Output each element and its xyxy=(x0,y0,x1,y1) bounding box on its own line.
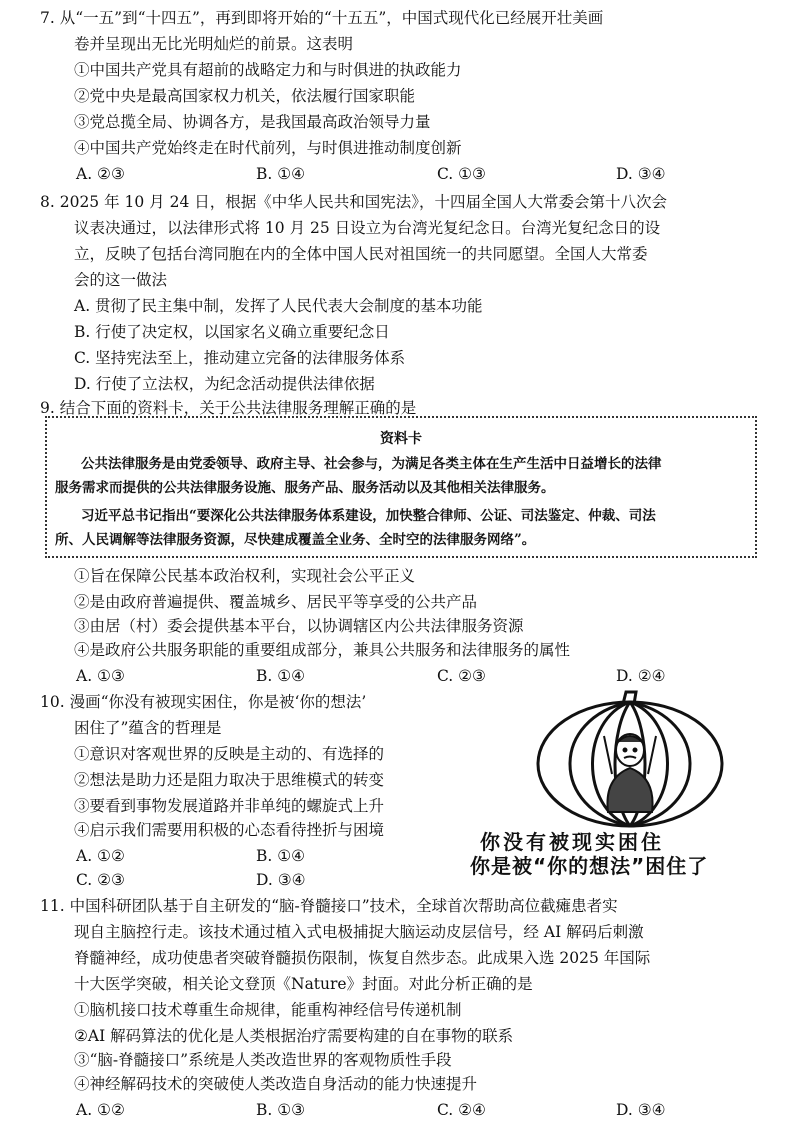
q9-option-d: D. ②④ xyxy=(616,667,666,685)
cartoon-caption-line-1: 你没有被现实困住 xyxy=(480,830,664,854)
q9-item-4: ④是政府公共服务职能的重要组成部分，兼具公共服务和法律服务的属性 xyxy=(74,641,571,659)
person-figure xyxy=(604,734,656,812)
q7-option-c: C. ①③ xyxy=(437,165,486,183)
q11-item-2: ②AI 解码算法的优化是人类根据治疗需要构建的自在事物的联系 xyxy=(74,1027,514,1045)
q10-item-1: ①意识对客观世界的反映是主动的、有选择的 xyxy=(74,745,385,763)
cartoon-caption-line-2: 你是被“你的想法”困住了 xyxy=(470,854,709,878)
resource-card-line-2: 服务需求而提供的公共法律服务设施、服务产品、服务活动以及其他相关法律服务。 xyxy=(55,480,555,496)
q10-item-4: ④启示我们需要用积极的心态看待挫折与困境 xyxy=(74,821,385,839)
q11-stem-line-3: 脊髓神经，成功使患者突破脊髓损伤限制，恢复自然步态。此成果入选 2025 年国际 xyxy=(74,949,651,967)
q8-stem-line-1: 8. 2025 年 10 月 24 日，根据《中华人民共和国宪法》，十四届全国人大常委会第十八次会 xyxy=(40,193,667,211)
q7-option-d: D. ③④ xyxy=(616,165,666,183)
q9-item-3: ③由居（村）委会提供基本平台，以协调辖区内公共法律服务资源 xyxy=(74,617,524,635)
q8-choice-b: B. 行使了决定权，以国家名义确立重要纪念日 xyxy=(74,323,390,341)
q8-stem-line-4: 会的这一做法 xyxy=(74,271,168,289)
resource-card-line-4: 所、人民调解等法律服务资源，尽快建成覆盖全业务、全时空的法律服务网络”。 xyxy=(55,532,536,548)
q10-item-3: ③要看到事物发展道路并非单纯的螺旋式上升 xyxy=(74,797,385,815)
resource-card xyxy=(45,416,757,558)
q7-stem-line-1: 7. 从“一五”到“十四五”，再到即将开始的“十五五”，中国式现代化已经展开壮美画 xyxy=(40,9,604,27)
q11-item-4: ④神经解码技术的突破使人类改造自身活动的能力快速提升 xyxy=(74,1075,478,1093)
q7-item-2: ②党中央是最高国家权力机关，依法履行国家职能 xyxy=(74,87,416,105)
q10-option-a: A. ①② xyxy=(76,847,125,865)
q7-option-a: A. ②③ xyxy=(76,165,125,183)
q8-choice-d: D. 行使了立法权，为纪念活动提供法律依据 xyxy=(74,375,375,393)
q11-item-1: ①脑机接口技术尊重生命规律，能重构神经信号传递机制 xyxy=(74,1001,462,1019)
q9-stem: 9. 结合下面的资料卡，关于公共法律服务理解正确的是 xyxy=(40,399,417,417)
q11-option-b: B. ①③ xyxy=(256,1101,306,1119)
q8-choice-a: A. 贯彻了民主集中制，发挥了人民代表大会制度的基本功能 xyxy=(74,297,483,315)
resource-card-line-1: 公共法律服务是由党委领导、政府主导、社会参与，为满足各类主体在生产生活中日益增长的法律 xyxy=(81,456,662,472)
resource-card-title: 资料卡 xyxy=(380,431,422,447)
q9-option-b: B. ①④ xyxy=(256,667,306,685)
q7-stem-line-2: 卷并呈现出无比光明灿烂的前景。这表明 xyxy=(74,35,354,53)
q10-item-2: ②想法是助力还是阻力取决于思维模式的转变 xyxy=(74,771,385,789)
resource-card-line-3: 习近平总书记指出“要深化公共法律服务体系建设，加快整合律师、公证、司法鉴定、仲裁、司法 xyxy=(81,508,656,524)
q9-item-1: ①旨在保障公民基本政治权利，实现社会公平正义 xyxy=(74,567,416,585)
q10-stem-line-2: 困住了”蕴含的哲理是 xyxy=(74,719,222,737)
q11-stem-line-2: 现自主脑控行走。该技术通过植入式电极捕捉大脑运动皮层信号，经 AI 解码后刺激 xyxy=(74,923,644,941)
q9-option-a: A. ①③ xyxy=(76,667,125,685)
q11-item-3: ③“脑-脊髓接口”系统是人类改造世界的客观物质性手段 xyxy=(74,1051,452,1069)
q11-option-d: D. ③④ xyxy=(616,1101,666,1119)
q10-option-c: C. ②③ xyxy=(76,871,125,889)
q8-stem-line-2: 议表决通过，以法律形式将 10 月 25 日设立为台湾光复纪念日。台湾光复纪念日的设 xyxy=(74,219,661,237)
q7-item-1: ①中国共产党具有超前的战略定力和与时俱进的执政能力 xyxy=(74,61,462,79)
q10-option-d: D. ③④ xyxy=(256,871,306,889)
q7-item-3: ③党总揽全局、协调各方，是我国最高政治领导力量 xyxy=(74,113,431,131)
q11-option-a: A. ①② xyxy=(76,1101,125,1119)
q11-option-c: C. ②④ xyxy=(437,1101,486,1119)
q9-item-2: ②是由政府普遍提供、覆盖城乡、居民平等享受的公共产品 xyxy=(74,593,478,611)
q8-stem-line-3: 立，反映了包括台湾同胞在内的全体中国人民对祖国统一的共同愿望。全国人大常委 xyxy=(74,245,648,263)
q9-option-c: C. ②③ xyxy=(437,667,486,685)
q10-stem-line-1: 10. 漫画“你没有被现实困住，你是被‘你的想法’ xyxy=(40,693,367,711)
q7-item-4: ④中国共产党始终走在时代前列，与时俱进推动制度创新 xyxy=(74,139,462,157)
q11-stem-line-1: 11. 中国科研团队基于自主研发的“脑-脊髓接口”技术，全球首次帮助高位截瘫患者实 xyxy=(40,897,618,915)
q11-stem-line-4: 十大医学突破，相关论文登顶《Nature》封面。对此分析正确的是 xyxy=(74,975,533,993)
q8-choice-c: C. 坚持宪法至上，推动建立完备的法律服务体系 xyxy=(74,349,406,367)
cartoon-illustration xyxy=(520,690,740,830)
q7-option-b: B. ①④ xyxy=(256,165,306,183)
q10-option-b: B. ①④ xyxy=(256,847,306,865)
